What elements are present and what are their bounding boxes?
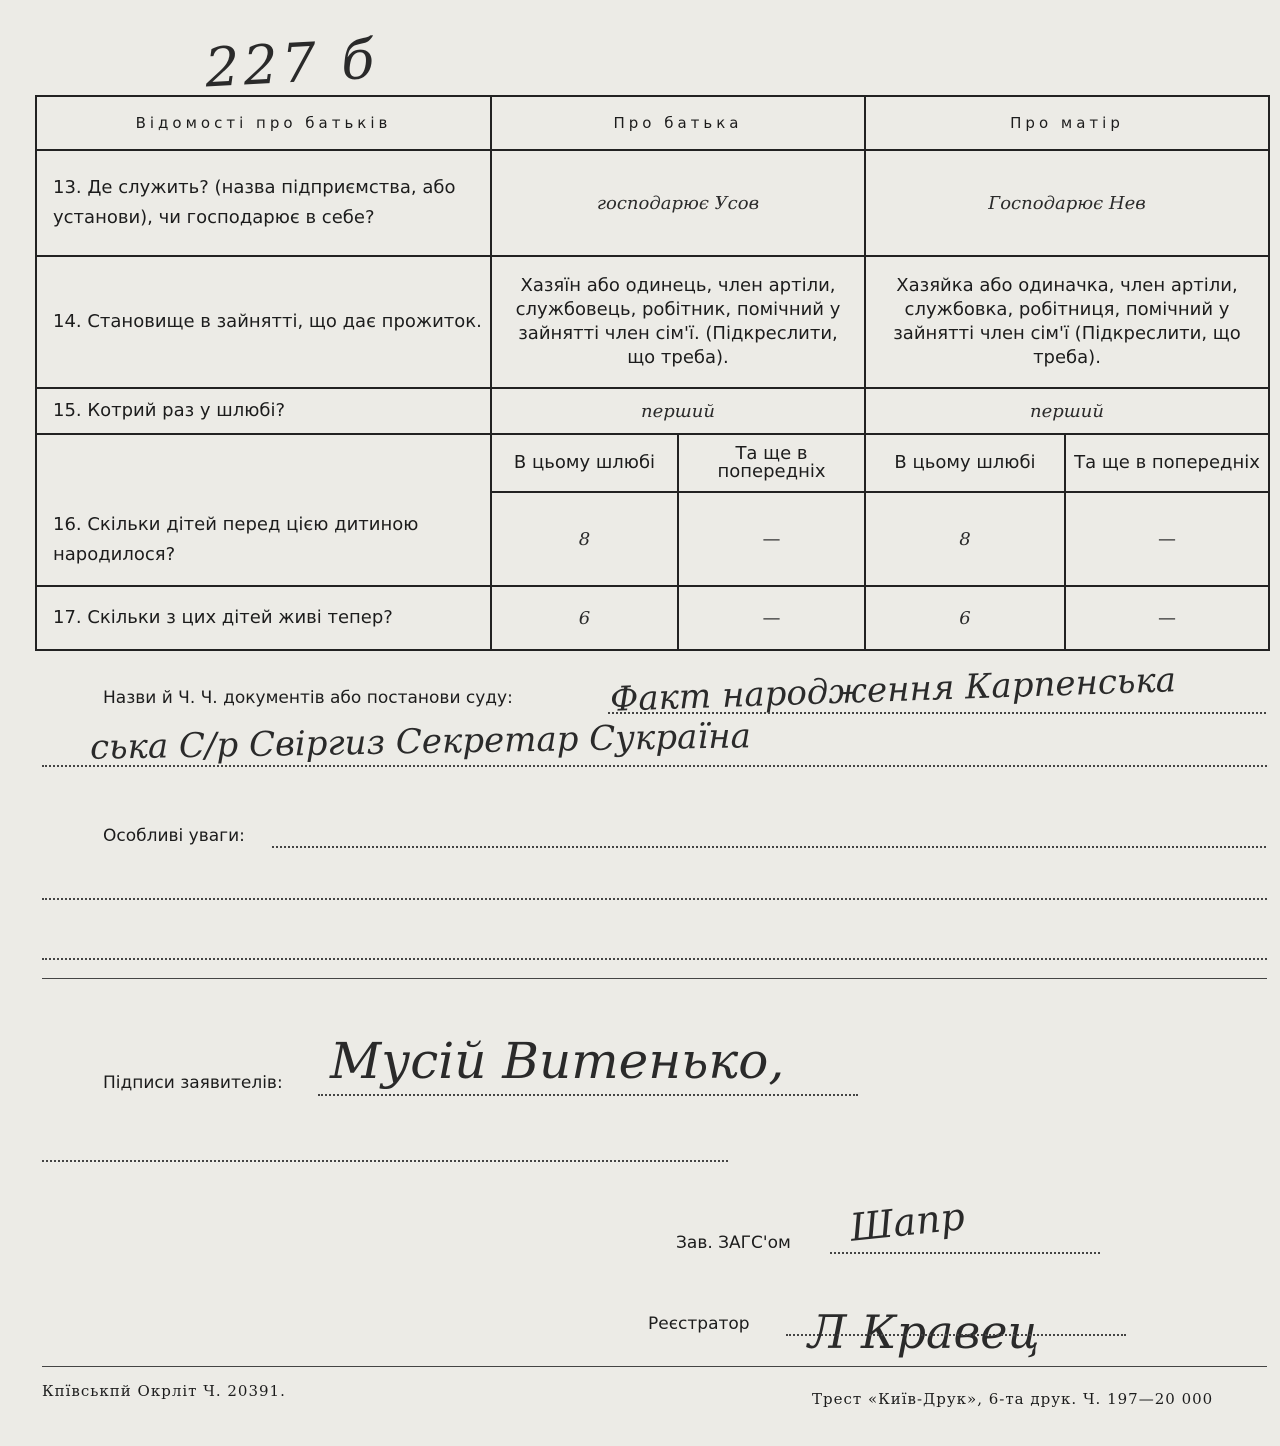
header-father: Про батька: [491, 96, 865, 150]
question-17: 17. Скільки з цих дітей живі тепер?: [36, 586, 491, 650]
documents-dotted-line-1: [608, 712, 1266, 714]
applicants-signature: Мусій Витенько,: [330, 1032, 785, 1090]
question-14: 14. Становище в зайнятті, що дає прожиток.: [36, 256, 491, 388]
documents-label: Назви й Ч. Ч. документів або постанови суду:: [103, 688, 513, 708]
father-occupation-options: Хазяїн або одинець, член артіли, службовець, робітник, помічний у зайнятті член сім'ї. (Підкреслити, що треба).: [491, 256, 865, 388]
mother-occupation-options: Хазяйка або одиначка, член артіли, службовка, робітниця, помічний у зайнятті член сім'ї (Підкреслити, що треба).: [865, 256, 1269, 388]
question-15: 15. Котрий раз у шлюбі?: [36, 388, 491, 434]
mother-subheader-this-marriage: В цьому шлюбі: [865, 434, 1065, 492]
mother-children-prev: —: [1065, 492, 1269, 586]
table-header-row: [36, 96, 1269, 150]
printer-order-left: Кпївськпй Окрліт Ч. 20391.: [42, 1382, 286, 1400]
zags-head-label: Зав. ЗАГС'ом: [676, 1233, 791, 1253]
table-row-17: [36, 586, 1269, 650]
father-living-this: 6: [491, 586, 678, 650]
registrar-signature: Л Кравец: [808, 1305, 1040, 1359]
mother-subheader-previous: Та ще в попередніх: [1065, 434, 1269, 492]
mother-marriage-count: перший: [865, 388, 1269, 434]
table-row-16-subheader: [36, 434, 1269, 492]
applicants-signature-label: Підписи заявителів:: [103, 1073, 283, 1093]
documents-value-line1: Факт народження Карпенська: [609, 660, 1177, 720]
mother-children-this: 8: [865, 492, 1065, 586]
header-parents-info: Відомості про батьків: [36, 96, 491, 150]
table-row-14: [36, 256, 1269, 388]
remarks-dotted-line-3: [42, 958, 1267, 960]
printer-order-right: Трест «Київ-Друк», 6-та друк. Ч. 197—20 000: [812, 1390, 1214, 1408]
zags-head-signature: Шапр: [848, 1194, 967, 1250]
archive-page-number: 227 б: [203, 27, 380, 100]
zags-head-dotted-line: [830, 1252, 1100, 1254]
applicants-dotted-line-2: [42, 1160, 728, 1162]
father-workplace: господарює Усов: [491, 150, 865, 256]
table-row-13: [36, 150, 1269, 256]
mother-workplace: Господарює Нев: [865, 150, 1269, 256]
parents-info-table: [35, 95, 1270, 651]
footer-divider: [42, 1366, 1267, 1367]
documents-dotted-line-2: [42, 765, 1267, 767]
father-living-prev: —: [678, 586, 865, 650]
question-13: 13. Де служить? (назва підприємства, або установи), чи господарює в себе?: [36, 150, 491, 256]
father-subheader-previous: Та ще в попередніх: [678, 434, 865, 492]
father-children-prev: —: [678, 492, 865, 586]
father-marriage-count: перший: [491, 388, 865, 434]
header-mother: Про матір: [865, 96, 1269, 150]
documents-value-line2: ська С/р Свіргиз Секретар Сукраїна: [89, 716, 752, 768]
applicants-dotted-line-1: [318, 1094, 858, 1096]
remarks-dotted-line-2: [42, 898, 1267, 900]
remarks-label: Особливі уваги:: [103, 826, 245, 846]
father-children-this: 8: [491, 492, 678, 586]
question-16: 16. Скільки дітей перед цією дитиною народилося?: [36, 434, 491, 586]
table-row-15: [36, 388, 1269, 434]
father-subheader-this-marriage: В цьому шлюбі: [491, 434, 678, 492]
registrar-label: Реєстратор: [648, 1314, 750, 1334]
mother-living-this: 6: [865, 586, 1065, 650]
remarks-dotted-line-1: [272, 846, 1266, 848]
registrar-dotted-line: [786, 1334, 1126, 1336]
section-divider: [42, 978, 1267, 979]
mother-living-prev: —: [1065, 586, 1269, 650]
